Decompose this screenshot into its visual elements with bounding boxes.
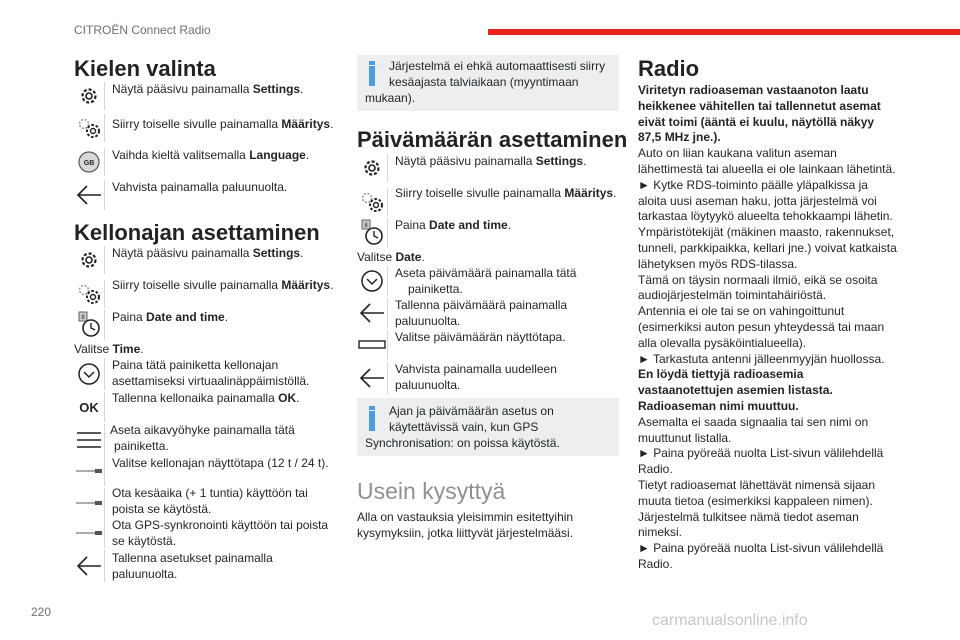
- step-text: Vahvista painamalla uudelleen paluunuolta.: [395, 362, 557, 392]
- step-text: Paina Date and time.: [395, 218, 512, 232]
- radio-text-line: Asemalta ei saada signaalia tai sen nimi on: [638, 414, 869, 429]
- radio-text-line: Järjestelmä tulkitsee nämä tiedot aseman: [638, 509, 859, 524]
- radio-text-line: Antennia ei ole tai se on vahingoittunut: [638, 304, 845, 319]
- step-text: Siirry toiselle sivulle painamalla Määritys.: [112, 117, 334, 131]
- radio-text-line: tarkastaa löytyykö alueelta tehokkaampi lähetin.: [638, 209, 893, 224]
- list-icon: [74, 424, 105, 456]
- step-text: Vaihda kieltä valitsemalla Language.: [112, 148, 310, 162]
- radio-faq-text: [638, 83, 918, 573]
- gear-icon: [74, 246, 105, 274]
- step-text: Tallenna päivämäärä painamalla paluunuolta.: [395, 298, 568, 328]
- step-text: Tallenna asetukset painamalla paluunuolta.: [112, 551, 273, 581]
- section-title-radio: Radio: [638, 56, 700, 81]
- step-text: Siirry toiselle sivulle painamalla Määritys.: [112, 278, 334, 292]
- info-icon: [369, 66, 375, 86]
- date-format-icon: [357, 330, 388, 360]
- back-arrow-icon: [357, 298, 388, 328]
- radio-text-line: lähettimestä tai alueella ei ole lainkaan lähetintä.: [638, 161, 896, 176]
- svg-text:8: 8: [364, 223, 368, 229]
- info-note: Järjestelmä ei ehkä automaattisesti siirry kesäajasta talviaikaan (myyntimaan mukaan).: [357, 55, 619, 111]
- radio-text-line: (esimerkiksi auton pesun yhteydessä tai maan: [638, 319, 885, 334]
- chevron-down-icon: [357, 266, 388, 296]
- step-text: Valitse päivämäärän näyttötapa.: [395, 330, 566, 344]
- header-accent-bar: [488, 29, 960, 35]
- step-text: Paina tätä painiketta kellonajan asettamiseksi virtuaalinäppäimistöllä.: [112, 358, 310, 388]
- radio-text-line: Tämä on täysin normaali ilmiö, eikä se osoita: [638, 272, 878, 287]
- watermark: carmanualsonline.info: [652, 612, 808, 629]
- ok-button-icon: OK: [74, 392, 105, 422]
- step-text: Näytä pääsivu painamalla Settings.: [395, 154, 587, 168]
- clock-icon: [357, 218, 388, 248]
- page-number: 220: [31, 605, 52, 619]
- gear-icon: [74, 82, 105, 110]
- section-title-date: Päivämäärän asettaminen: [357, 127, 628, 152]
- radio-text-line: Radioaseman nimi muuttuu.: [638, 398, 799, 413]
- radio-text-line: Tietyt radioasemat lähettävät nimensä sijaan: [638, 477, 876, 492]
- step-text: Aseta aikavyöhyke painamalla tätä painiketta.: [110, 423, 295, 453]
- select-time-text: Valitse Time.: [74, 342, 144, 356]
- step-text: Siirry toiselle sivulle painamalla Määritys.: [395, 186, 617, 200]
- gears-icon: [74, 114, 105, 142]
- step-text: Ota GPS-synkronointi käyttöön tai poista se käytöstä.: [112, 518, 329, 548]
- toggle-icon: [74, 518, 105, 548]
- radio-text-line: lähetyksen myös RDS-tilassa.: [638, 256, 798, 271]
- radio-text-line: 87,5 MHz jne.).: [638, 130, 721, 145]
- radio-text-line: muuttunut listalla.: [638, 430, 732, 445]
- radio-text-line: muuta tietoa (esimerkiksi kappaleen nimen).: [638, 493, 873, 508]
- faq-intro: Alla on vastauksia yleisimmin esitettyihin kysymyksiin, jotka liittyvät järjestelmääsi.: [357, 510, 574, 540]
- radio-text-line: aloita uusi aseman haku, jotta järjestelmä voi: [638, 193, 877, 208]
- language-flag-icon: [74, 148, 105, 176]
- back-arrow-icon: [74, 180, 105, 210]
- radio-text-line: ► Paina pyöreää nuolta List-sivun välilehdellä: [638, 446, 884, 461]
- back-arrow-icon: [74, 550, 105, 582]
- step-text: Näytä pääsivu painamalla Settings.: [112, 246, 304, 260]
- step-text: Valitse kellonajan näyttötapa (12 t / 24 t).: [112, 456, 329, 470]
- section-title-faq: Usein kysyttyä: [357, 478, 506, 504]
- radio-text-line: eivät toimi (ääntä ei kuulu, näytöllä näkyy: [638, 114, 875, 129]
- back-arrow-icon: [357, 362, 388, 394]
- radio-text-line: alla olevalla pysäköintialueella).: [638, 335, 807, 350]
- gears-icon: [357, 188, 388, 216]
- section-title-language: Kielen valinta: [74, 56, 216, 81]
- radio-text-line: ► Kytke RDS-toiminto päälle yläpalkissa ja: [638, 177, 868, 192]
- radio-text-line: heikkenee vähitellen tai tallennetut asemat: [638, 98, 881, 113]
- running-header: CITROËN Connect Radio: [74, 23, 211, 37]
- toggle-icon: [74, 488, 105, 518]
- chevron-down-icon: [74, 358, 105, 390]
- info-note: Ajan ja päivämäärän asetus on käytettävissä vain, kun GPS Synchronisation: on poissa käytöstä.: [357, 398, 619, 456]
- svg-text:GB: GB: [83, 160, 95, 167]
- gears-icon: [74, 280, 105, 308]
- radio-text-line: En löydä tiettyjä radioasemia: [638, 367, 804, 382]
- radio-text-line: Ympäristötekijät (mäkinen maasto, rakennukset,: [638, 225, 895, 240]
- gear-icon: [357, 154, 388, 182]
- step-text: Aseta päivämäärä painamalla tätä painiketta.: [395, 266, 577, 296]
- clock-icon: [74, 310, 105, 340]
- radio-text-line: tunneli, parkkipaikka, kellari jne.) voivat katkaista: [638, 240, 897, 255]
- radio-text-line: Radio.: [638, 556, 673, 571]
- step-text: Tallenna kellonaika painamalla OK.: [112, 391, 300, 405]
- select-date-text: Valitse Date.: [357, 250, 425, 264]
- info-icon: [369, 411, 375, 431]
- step-text: Näytä pääsivu painamalla Settings.: [112, 82, 304, 96]
- step-text: Paina Date and time.: [112, 310, 229, 324]
- radio-text-line: Viritetyn radioaseman vastaanoton laatu: [638, 83, 869, 97]
- step-text: Ota kesäaika (+ 1 tuntia) käyttöön tai poista se käytöstä.: [112, 486, 308, 516]
- radio-text-line: Radio.: [638, 462, 673, 477]
- section-title-time: Kellonajan asettaminen: [74, 220, 320, 245]
- radio-text-line: nimeksi.: [638, 525, 683, 540]
- toggle-icon: [74, 456, 105, 486]
- radio-text-line: Auto on liian kaukana valitun aseman: [638, 146, 837, 161]
- step-text: Vahvista painamalla paluunuolta.: [112, 180, 288, 194]
- svg-text:8: 8: [81, 315, 85, 321]
- radio-text-line: ► Paina pyöreää nuolta List-sivun välilehdellä: [638, 541, 884, 556]
- radio-text-line: audiojärjestelmän toimintahäiriöstä.: [638, 288, 827, 303]
- radio-text-line: ► Tarkastuta antenni jälleenmyyjän huollossa.: [638, 351, 885, 366]
- radio-text-line: vastaanotettujen asemien listasta.: [638, 383, 833, 398]
